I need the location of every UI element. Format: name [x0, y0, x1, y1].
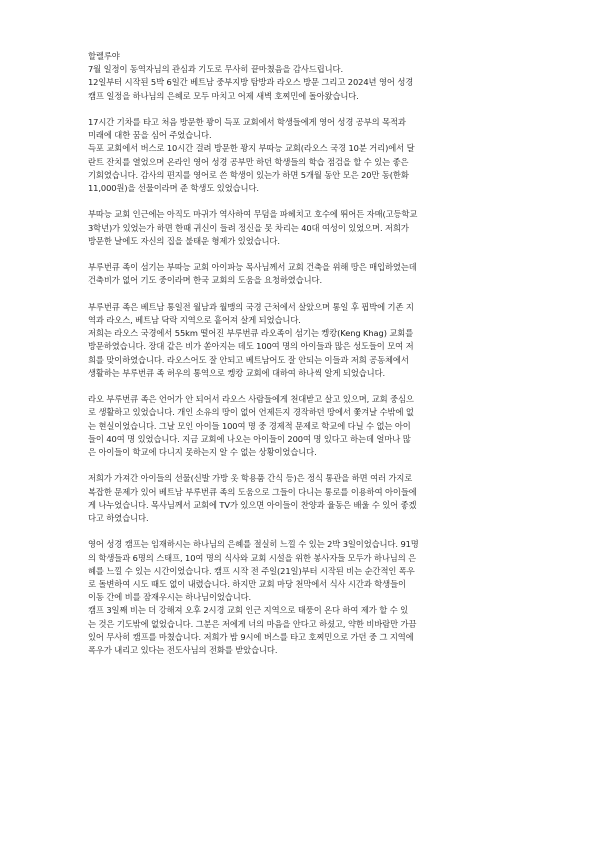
text-line: 폭우가 내리고 있다는 전도사님의 전화를 받았습니다.	[88, 645, 278, 656]
text-line: 캠프 일정을 하나님의 은혜로 모두 마치고 어제 새벽 호찌민에 돌아왔습니다.	[88, 90, 359, 101]
text-line: 는 현실이었습니다. 그날 모인 아이들 100여 명 중 경제적 문제로 학교에 다닐 수 없는 아이	[88, 420, 411, 431]
text-line: 게 나누었습니다. 목사님께서 교회에 TV가 있으면 아이들이 찬양과 율동은 배울 수 있어 좋겠	[88, 499, 417, 510]
text-line: 캠프 3일째 비는 더 강해져 오후 2시경 교회 인근 지역으로 태풍이 온다 하여 제가 할 수 있	[88, 605, 409, 616]
text-line: 의 학생들과 6명의 스태프, 10여 명의 식사와 교회 시설을 위한 봉사자들 모두가 하나님의 은	[88, 552, 417, 563]
paragraph	[88, 301, 520, 380]
text-line: 생활하는 부루번큐 족 허우의 통역으로 켕캉 교회에 대하여 하나씩 알게 되었습니다.	[88, 367, 386, 378]
paragraph	[88, 472, 520, 525]
text-line: 17시간 기차를 타고 처음 방문한 꽝이 득포 교회에서 학생들에게 영어 성경 공부의 목적과	[88, 117, 406, 127]
paragraph	[88, 116, 520, 195]
text-line: 미래에 대한 꿈을 심어 주었습니다.	[88, 130, 212, 141]
text-line: 있어 무사히 캠프를 마쳤습니다. 저희가 밤 9시에 버스를 타고 호찌민으로 가던 중 그 지역에	[88, 631, 414, 642]
paragraph	[88, 208, 520, 248]
text-line: 들이 40여 명 있었습니다. 지금 교회에 나오는 아이들이 200여 명 있다고 하는데 얼마나 많	[88, 433, 411, 444]
paragraph	[88, 261, 520, 287]
text-line: 부루번큐 족은 베트남 통일전 월남과 월맹의 국경 근처에서 살았으며 통일 후 핍박에 기존 지	[88, 301, 414, 312]
text-line: 역과 라오스, 베트남 닥락 지역으로 흩어져 살게 되었습니다.	[88, 315, 301, 325]
text-line: 7월 일정이 동역자님의 관심과 기도로 무사히 끝마쳤음을 감사드립니다.	[88, 64, 344, 75]
text-line: 희를 맞이하였습니다. 라오스어도 잘 안되고 베트남어도 잘 안되는 이들과 저희 공동체에서	[88, 354, 409, 365]
text-line: 부루번큐 족이 섬기는 부따능 교회 아이파능 목사님께서 교회 건축을 위해 땅은 매입하였는데	[88, 262, 417, 273]
text-line: 기회였습니다. 감사의 편지를 영어로 쓴 학생이 있는가 하면 5개월 동안 모은 20만 동(한화	[88, 169, 409, 180]
text-line: 저희가 가져간 아이들의 선물(신발 가방 옷 학용품 간식 등)은 정식 통관을 하면 여러 가지로	[88, 473, 413, 484]
text-line: 11,000원)을 선물이라며 준 학생도 있었습니다.	[88, 183, 259, 194]
letter-body	[88, 50, 520, 670]
text-line: 12일부터 시작된 5박 6일간 베트남 중부지방 탐방과 라오스 방문 그리고 2024년 영어 성경	[88, 77, 414, 88]
text-line: 방문한 날에도 자신의 집을 불태운 형제가 있었습니다.	[88, 235, 280, 246]
greeting-line: 할렐루야	[88, 51, 120, 61]
text-line: 혜를 느낄 수 있는 시간이었습니다. 캠프 시작 전 주일(21일)부터 시작된 비는 순간적인 폭우	[88, 565, 415, 576]
text-line: 라오 부루번큐 족은 언어가 안 되어서 라오스 사람들에게 천대받고 살고 있으며, 교회 중심으	[88, 394, 414, 405]
text-line: 란트 잔치를 열었으며 온라인 영어 성경 공부만 하던 학생들의 학습 점검을 할 수 있는 좋은	[88, 156, 409, 167]
text-line: 저희는 라오스 국경에서 55km 떨어진 부루번큐 라오족이 섬기는 켕캉(Keng Khag) 교회를	[88, 328, 414, 339]
text-line: 이동 간에 비를 잠재우시는 하나님이었습니다.	[88, 592, 252, 603]
text-line: 건축비가 없어 기도 중이라며 한국 교회의 도움을 요청하였습니다.	[88, 275, 323, 286]
text-line: 득포 교회에서 버스로 10시간 걸려 방문한 꽝지 부따능 교회(라오스 국경 10분 거리)에서 달	[88, 143, 415, 154]
text-line: 방문하였습니다. 장대 같은 비가 쏟아지는 데도 100여 명의 아이들과 많은 성도들이 모여 저	[88, 341, 414, 352]
text-line: 부따능 교회 인근에는 아직도 마귀가 역사하여 무덤을 파헤치고 호수에 뛰어든 자매(고등학교	[88, 209, 418, 220]
text-line: 는 것은 기도밖에 없었습니다. 그분은 저에게 너의 마음을 안다고 하셨고, 약한 비바람만 가끔	[88, 618, 417, 629]
text-line: 복잡한 문제가 있어 베트남 부루번큐 족의 도움으로 그들이 다니는 통로를 이용하여 아이들에	[88, 486, 417, 497]
text-line: 은 아이들이 학교에 다니지 못하는지 알 수 없는 상황이었습니다.	[88, 447, 317, 458]
paragraph	[88, 50, 520, 103]
text-line: 영어 성경 캠프는 임재하시는 하나님의 은혜를 절실히 느낄 수 있는 2박 3일이었습니다. 91명	[88, 539, 419, 550]
paragraph	[88, 393, 520, 459]
text-line: 로 생활하고 있었습니다. 개인 소유의 땅이 없어 언제든지 경작하던 땅에서 쫓겨날 수밖에 없	[88, 407, 414, 418]
text-line: 3학년)가 있었는가 하면 한때 귀신이 들려 정신을 못 차리는 40대 여성이 있었으며. 저희가	[88, 222, 409, 233]
text-line: 다고 하였습니다.	[88, 513, 149, 524]
paragraph	[88, 538, 520, 657]
text-line: 로 돌변하여 시도 때도 없이 내렸습니다. 하지만 교회 마당 천막에서 식사 시간과 학생들이	[88, 579, 406, 590]
